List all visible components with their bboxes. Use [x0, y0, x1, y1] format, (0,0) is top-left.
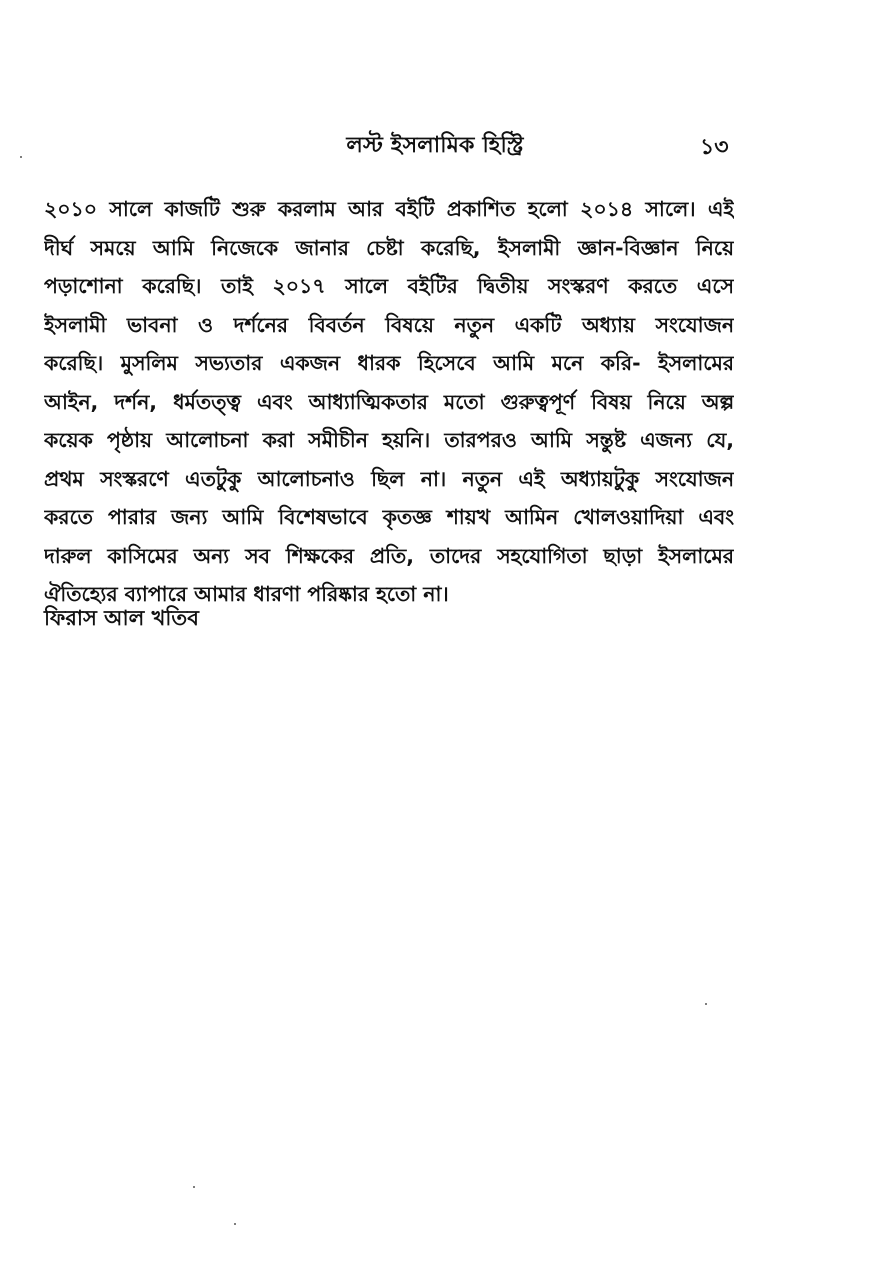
paragraph-line: দারুল কাসিমের অন্য সব শিক্ষকের প্রতি, তাদের সহযোগিতা ছাড়া ইসলামের	[44, 543, 734, 568]
paragraph-line: ২০১০ সালে কাজটি শুরু করলাম আর বইটি প্রকাশিত হলো ২০১৪ সালে। এই	[44, 197, 734, 221]
body-paragraph	[44, 190, 734, 614]
paragraph-line-last: ঐতিহ্যের ব্যাপারে আমার ধারণা পরিষ্কার হতো না।	[44, 582, 449, 606]
paragraph-line: প্রথম সংস্করণে এতটুকু আলোচনাও ছিল না। নতুন এই অধ্যায়টুকু সংযোজন	[44, 466, 734, 491]
paragraph-line: পড়াশোনা করেছি। তাই ২০১৭ সালে বইটির দ্বিতীয় সংস্করণ করতে এসে	[44, 274, 734, 298]
scan-speck	[20, 156, 22, 158]
paragraph-line: আইন, দর্শন, ধর্মতত্ত্ব এবং আধ্যাত্মিকতার মতো গুরুত্বপূর্ণ বিষয় নিয়ে অল্প	[44, 389, 734, 414]
paragraph-line: ইসলামী ভাবনা ও দর্শনের বিবর্তন বিষয়ে নতুন একটি অধ্যায় সংযোজন	[44, 312, 734, 337]
scan-speck	[705, 1003, 707, 1005]
author-signature: ফিরাস আল খতিব	[44, 606, 199, 630]
scan-speck	[234, 1223, 236, 1225]
page-header	[0, 128, 870, 168]
paragraph-line: কয়েক পৃষ্ঠায় আলোচনা করা সমীচীন হয়নি। তারপরও আমি সন্তুষ্ট এজন্য যে,	[44, 428, 734, 452]
page-number: ১৩	[700, 135, 729, 160]
paragraph-line: করেছি। মুসলিম সভ্যতার একজন ধারক হিসেবে আমি মনে করি- ইসলামের	[44, 351, 734, 375]
running-title: লস্ট ইসলামিক হিস্ট্রি	[346, 133, 524, 158]
paragraph-line: দীর্ঘ সময়ে আমি নিজেকে জানার চেষ্টা করেছি, ইসলামী জ্ঞান-বিজ্ঞান নিয়ে	[44, 235, 734, 260]
scan-speck	[193, 1186, 195, 1188]
paragraph-line: করতে পারার জন্য আমি বিশেষভাবে কৃতজ্ঞ শায়খ আমিন খোলওয়াদিয়া এবং	[44, 505, 734, 529]
